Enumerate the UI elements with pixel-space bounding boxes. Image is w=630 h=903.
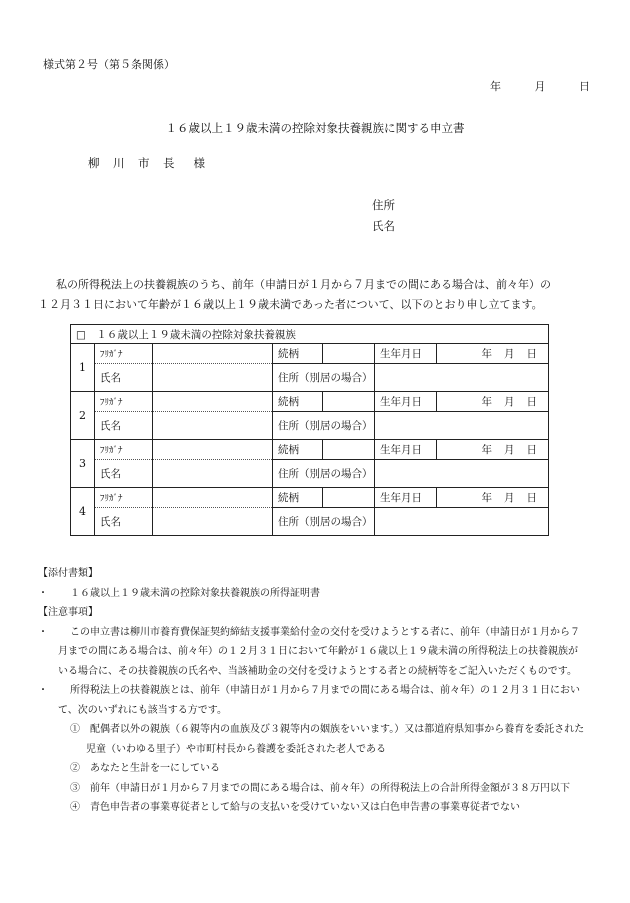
year-label: 年 bbox=[481, 444, 493, 456]
month-label: 月 bbox=[504, 492, 515, 504]
name-field[interactable] bbox=[153, 508, 273, 536]
note-1-line-1: この申立書は柳川市養育費保証契約締結支援事業給付金の交付を受けようとする者に、前年（申請日が１月から７ bbox=[70, 626, 580, 638]
note-1-line-3: いる場合に、その扶養親族の氏名や、当該補助金の交付を受けようとする者との続柄等をご記入いただくものです。 bbox=[58, 665, 577, 677]
address-field[interactable] bbox=[375, 412, 549, 440]
furigana-field[interactable] bbox=[153, 392, 273, 412]
row-number: 3 bbox=[71, 440, 95, 488]
relation-field[interactable] bbox=[323, 488, 375, 508]
address-label: 住所（別居の場合） bbox=[273, 412, 375, 440]
intro-line-2: １２月３１日において年齢が１６歳以上１９歳未満であった者について、以下のとおり申し立てます。 bbox=[38, 298, 543, 311]
date-day-label: 日 bbox=[579, 80, 590, 93]
day-label: 日 bbox=[526, 396, 538, 408]
table-row bbox=[71, 364, 549, 392]
birthdate-label: 生年月日 bbox=[375, 440, 437, 460]
name-field[interactable] bbox=[153, 412, 273, 440]
address-field[interactable] bbox=[375, 364, 549, 392]
name-label: 氏名 bbox=[95, 364, 153, 392]
relation-field[interactable] bbox=[323, 440, 375, 460]
form-number: 様式第２号（第５条関係） bbox=[43, 58, 175, 71]
name-field[interactable] bbox=[153, 460, 273, 488]
table-row bbox=[71, 488, 549, 508]
relation-label: 続柄 bbox=[273, 392, 323, 412]
attachments-heading: 【添付書類】 bbox=[38, 568, 98, 579]
applicant-address-label: 住所 bbox=[372, 198, 395, 212]
furigana-field[interactable] bbox=[153, 440, 273, 460]
bullet: ・ bbox=[38, 626, 48, 638]
notes-heading: 【注意事項】 bbox=[38, 607, 98, 618]
table-row bbox=[71, 344, 549, 364]
name-label: 氏名 bbox=[95, 508, 153, 536]
note-1-line-2: 月までの間にある場合は、前々年）の１２月３１日において年齢が１６歳以上１９歳未満の所得税法上の扶養親族が bbox=[58, 646, 578, 657]
table-row bbox=[71, 392, 549, 412]
intro-paragraph bbox=[38, 275, 598, 315]
name-label: 氏名 bbox=[95, 412, 153, 440]
birthdate-label: 生年月日 bbox=[375, 344, 437, 364]
year-label: 年 bbox=[481, 348, 493, 360]
document-title: １６歳以上１９歳未満の控除対象扶養親族に関する申立書 bbox=[165, 121, 465, 135]
day-label: 日 bbox=[526, 348, 538, 360]
condition-1-line-1: ① 配偶者以外の親族（６親等内の血族及び３親等内の姻族をいいます。）又は都道府県知事から養育を委託された bbox=[70, 724, 585, 735]
condition-4: ④ 青色申告者の事業専従者として給与の支払いを受けていない又は白色申告書の事業専従者でない bbox=[70, 802, 520, 813]
addressee-honorific: 様 bbox=[193, 156, 206, 170]
row-number: 1 bbox=[71, 344, 95, 392]
month-label: 月 bbox=[504, 444, 515, 456]
condition-3: ③ 前年（申請日が１月から７月までの間にある場合は、前々年）の所得税法上の合計所得金額が３８万円以下 bbox=[70, 782, 570, 794]
condition-1-line-2: 児童（いわゆる里子）や市町村長から養護を委託された老人である bbox=[86, 743, 386, 755]
birthdate-field[interactable] bbox=[437, 440, 549, 460]
name-field[interactable] bbox=[153, 364, 273, 392]
bullet: ・ bbox=[38, 587, 48, 599]
row-number: 2 bbox=[71, 392, 95, 440]
relation-label: 続柄 bbox=[273, 488, 323, 508]
day-label: 日 bbox=[526, 492, 538, 504]
furigana-label: ﾌﾘｶﾞﾅ bbox=[95, 344, 153, 364]
table-header: □ １６歳以上１９歳未満の控除対象扶養親族 bbox=[71, 325, 549, 344]
note-2-line-2: て、次のいずれにも該当する方です。 bbox=[58, 704, 227, 716]
date-line bbox=[490, 78, 590, 94]
year-label: 年 bbox=[481, 396, 493, 408]
table-row bbox=[71, 412, 549, 440]
furigana-field[interactable] bbox=[153, 344, 273, 364]
attachment-text: １６歳以上１９歳未満の控除対象扶養親族の所得証明書 bbox=[70, 587, 320, 599]
relation-label: 続柄 bbox=[273, 344, 323, 364]
furigana-label: ﾌﾘｶﾞﾅ bbox=[95, 440, 153, 460]
birthdate-field[interactable] bbox=[437, 344, 549, 364]
relation-field[interactable] bbox=[323, 392, 375, 412]
relation-label: 続柄 bbox=[273, 440, 323, 460]
table-row bbox=[71, 440, 549, 460]
birthdate-field[interactable] bbox=[437, 392, 549, 412]
note-2-line-1: 所得税法上の扶養親族とは、前年（申請日が１月から７月までの間にある場合は、前々年）の１２月３１日におい bbox=[70, 685, 580, 696]
note-2 bbox=[38, 681, 598, 701]
bullet: ・ bbox=[38, 685, 48, 696]
birthdate-field[interactable] bbox=[437, 488, 549, 508]
relation-field[interactable] bbox=[323, 344, 375, 364]
notes-section bbox=[38, 564, 598, 818]
address-label: 住所（別居の場合） bbox=[273, 508, 375, 536]
day-label: 日 bbox=[526, 444, 538, 456]
date-year-label: 年 bbox=[490, 80, 501, 93]
furigana-label: ﾌﾘｶﾞﾅ bbox=[95, 488, 153, 508]
note-1 bbox=[38, 623, 598, 643]
dependents-table bbox=[70, 324, 549, 536]
applicant-name-label: 氏名 bbox=[372, 219, 395, 233]
row-number: 4 bbox=[71, 488, 95, 536]
address-field[interactable] bbox=[375, 508, 549, 536]
birthdate-label: 生年月日 bbox=[375, 488, 437, 508]
birthdate-label: 生年月日 bbox=[375, 392, 437, 412]
attachment-item bbox=[38, 584, 598, 604]
furigana-field[interactable] bbox=[153, 488, 273, 508]
year-label: 年 bbox=[481, 492, 493, 504]
month-label: 月 bbox=[504, 396, 515, 408]
address-field[interactable] bbox=[375, 460, 549, 488]
addressee-name: 柳 川 市 長 bbox=[88, 156, 176, 170]
furigana-label: ﾌﾘｶﾞﾅ bbox=[95, 392, 153, 412]
name-label: 氏名 bbox=[95, 460, 153, 488]
month-label: 月 bbox=[504, 348, 515, 360]
table-row bbox=[71, 508, 549, 536]
addressee bbox=[88, 155, 206, 171]
address-label: 住所（別居の場合） bbox=[273, 364, 375, 392]
date-month-label: 月 bbox=[534, 80, 546, 93]
table-row bbox=[71, 460, 549, 488]
intro-line-1: 私の所得税法上の扶養親族のうち、前年（申請日が１月から７月までの間にある場合は、前々年）の bbox=[56, 278, 551, 291]
address-label: 住所（別居の場合） bbox=[273, 460, 375, 488]
condition-2: ② あなたと生計を一にしている bbox=[70, 763, 220, 774]
